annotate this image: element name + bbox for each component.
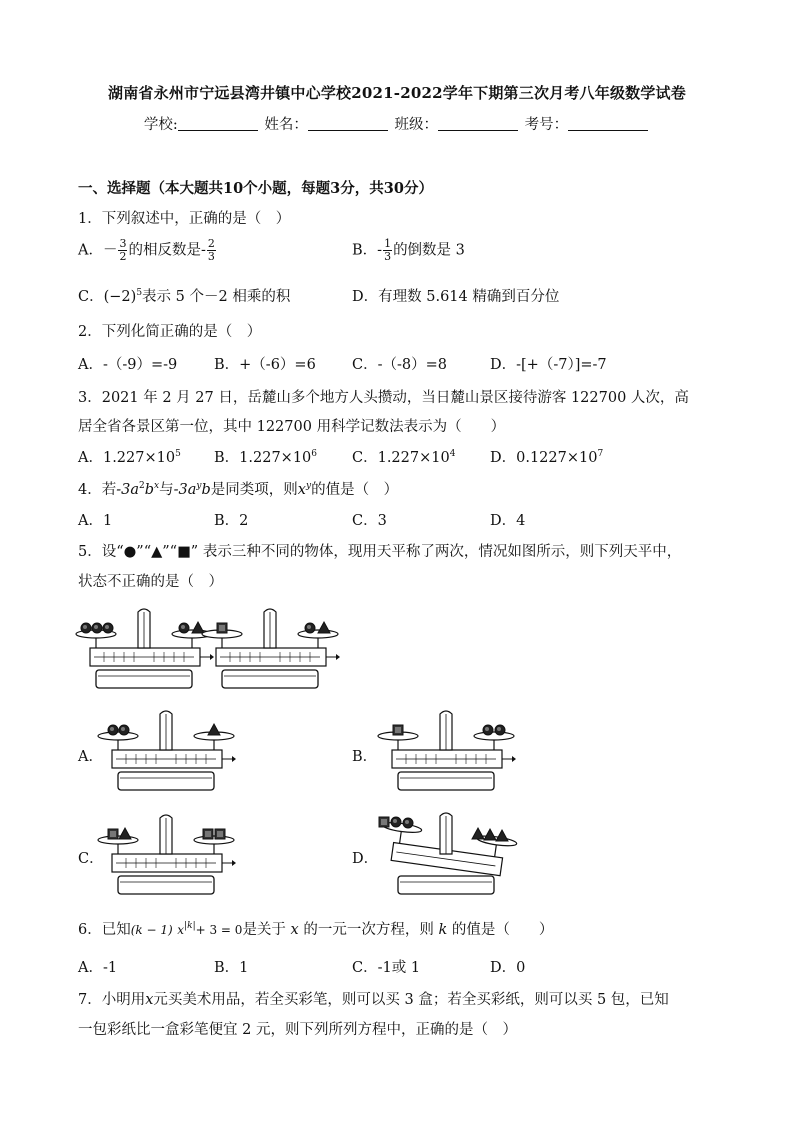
exam-no-blank[interactable] [568,116,648,131]
section-heading: 一、选择题（本大题共10个小题，每题3分，共30分） [78,180,433,197]
school-label: 学校: [143,117,178,133]
given-scale-2-figure [200,604,350,694]
q1-option-c: C．$(-2)^5$表示 5 个－2 相乘的积 [78,288,291,305]
exam-no-label: 考号： [524,117,569,133]
q1-option-b: B．- $\frac{1}{3}$ 的倒数是 3 [352,237,465,263]
q2-option-d: D．-[+（-7）]=-7 [490,357,607,373]
q1-stem: 1．下列叙述中，正确的是（ ） [78,211,291,227]
q4-option-d: D．4 [490,513,526,529]
q5-line1: 5．设“●”“▲”“■” 表示三种不同的物体，现用天平称了两次，情况如图所示，则下列天平中， [78,544,682,560]
q5-option-a-label: A． [78,749,103,765]
q1-option-a: A．－ $\frac{3}{2}$ 的相反数是- $\frac{2}{3}$ [78,237,215,263]
q4-option-b: B．2 [214,513,249,529]
name-blank[interactable] [308,116,388,131]
q7-line1: 7．小明用x元买美术用品，若全买彩笔，则可以买 3 盒；若全买彩纸，则可以买 5 包，已知 [78,992,669,1008]
q5-line2: 状态不正确的是（ ） [78,574,223,590]
q6-option-b: B．1 [214,960,249,976]
q5-option-a-scale[interactable] [96,706,246,796]
q5-option-b-label: B． [352,749,378,765]
q4-stem: 4．若$-3a^2b^x$与$-3a^yb$是同类项，则$x^y$的值是（ ） [78,481,399,498]
q3-option-c: C．$1.227\times 10^4$ [352,449,456,466]
q4-option-c: C．3 [352,513,387,529]
name-label: 姓名： [264,117,308,133]
q5-option-c-label: C． [78,851,104,867]
q1-b-frac: $\frac{1}{3}$ [384,237,392,263]
q6-option-c: C．-1或 1 [352,960,421,976]
q2-option-c: C．-（-8）=8 [352,357,447,373]
q3-option-b: B．$1.227\times 10^6$ [214,449,318,466]
q3-line1: 3．2021 年 2 月 27 日，岳麓山多个地方人头攒动，当日麓山景区接待游客 122700 人次，高 [78,390,689,406]
q2-stem: 2．下列化简正确的是（ ） [78,324,262,340]
q1-a-frac2: $\frac{2}{3}$ [207,237,215,263]
q6-stem: 6．已知(k − 1) $x^{|k|}+ 3 = 0$是关于 x 的一元一次方程，则 k 的值是（ ） [78,921,554,938]
q3-option-d: D．$0.1227\times 10^7$ [490,449,604,466]
q3-option-a: A．$1.227\times 10^5$ [78,449,181,466]
q5-option-d-scale[interactable] [376,808,526,900]
exam-title: 湖南省永州市宁远县湾井镇中心学校2021-2022学年下期第三次月考八年级数学试卷 [108,84,686,102]
q2-option-a: A．-（-9）=-9 [78,357,178,373]
q5-option-b-scale[interactable] [376,706,526,796]
q7-line2: 一包彩纸比一盒彩笔便宜 2 元，则下列所列方程中，正确的是（ ） [78,1022,517,1038]
q5-option-d-label: D． [352,851,379,867]
q6-option-a: A．-1 [78,960,118,976]
q1-option-d: D．有理数 5.614 精确到百分位 [352,289,560,305]
school-blank[interactable] [178,116,258,131]
q2-option-b: B．+（-6）=6 [214,357,316,373]
q4-option-a: A．1 [78,513,113,529]
class-label: 班级： [394,117,438,133]
q6-option-d: D．0 [490,960,526,976]
q5-option-c-scale[interactable] [96,810,246,900]
q1-a-frac1: $\frac{3}{2}$ [119,237,127,263]
class-blank[interactable] [438,116,518,131]
student-info-row [0,113,794,134]
q3-line2: 居全省各景区第一位，其中 122700 用科学记数法表示为（ ） [78,419,506,435]
